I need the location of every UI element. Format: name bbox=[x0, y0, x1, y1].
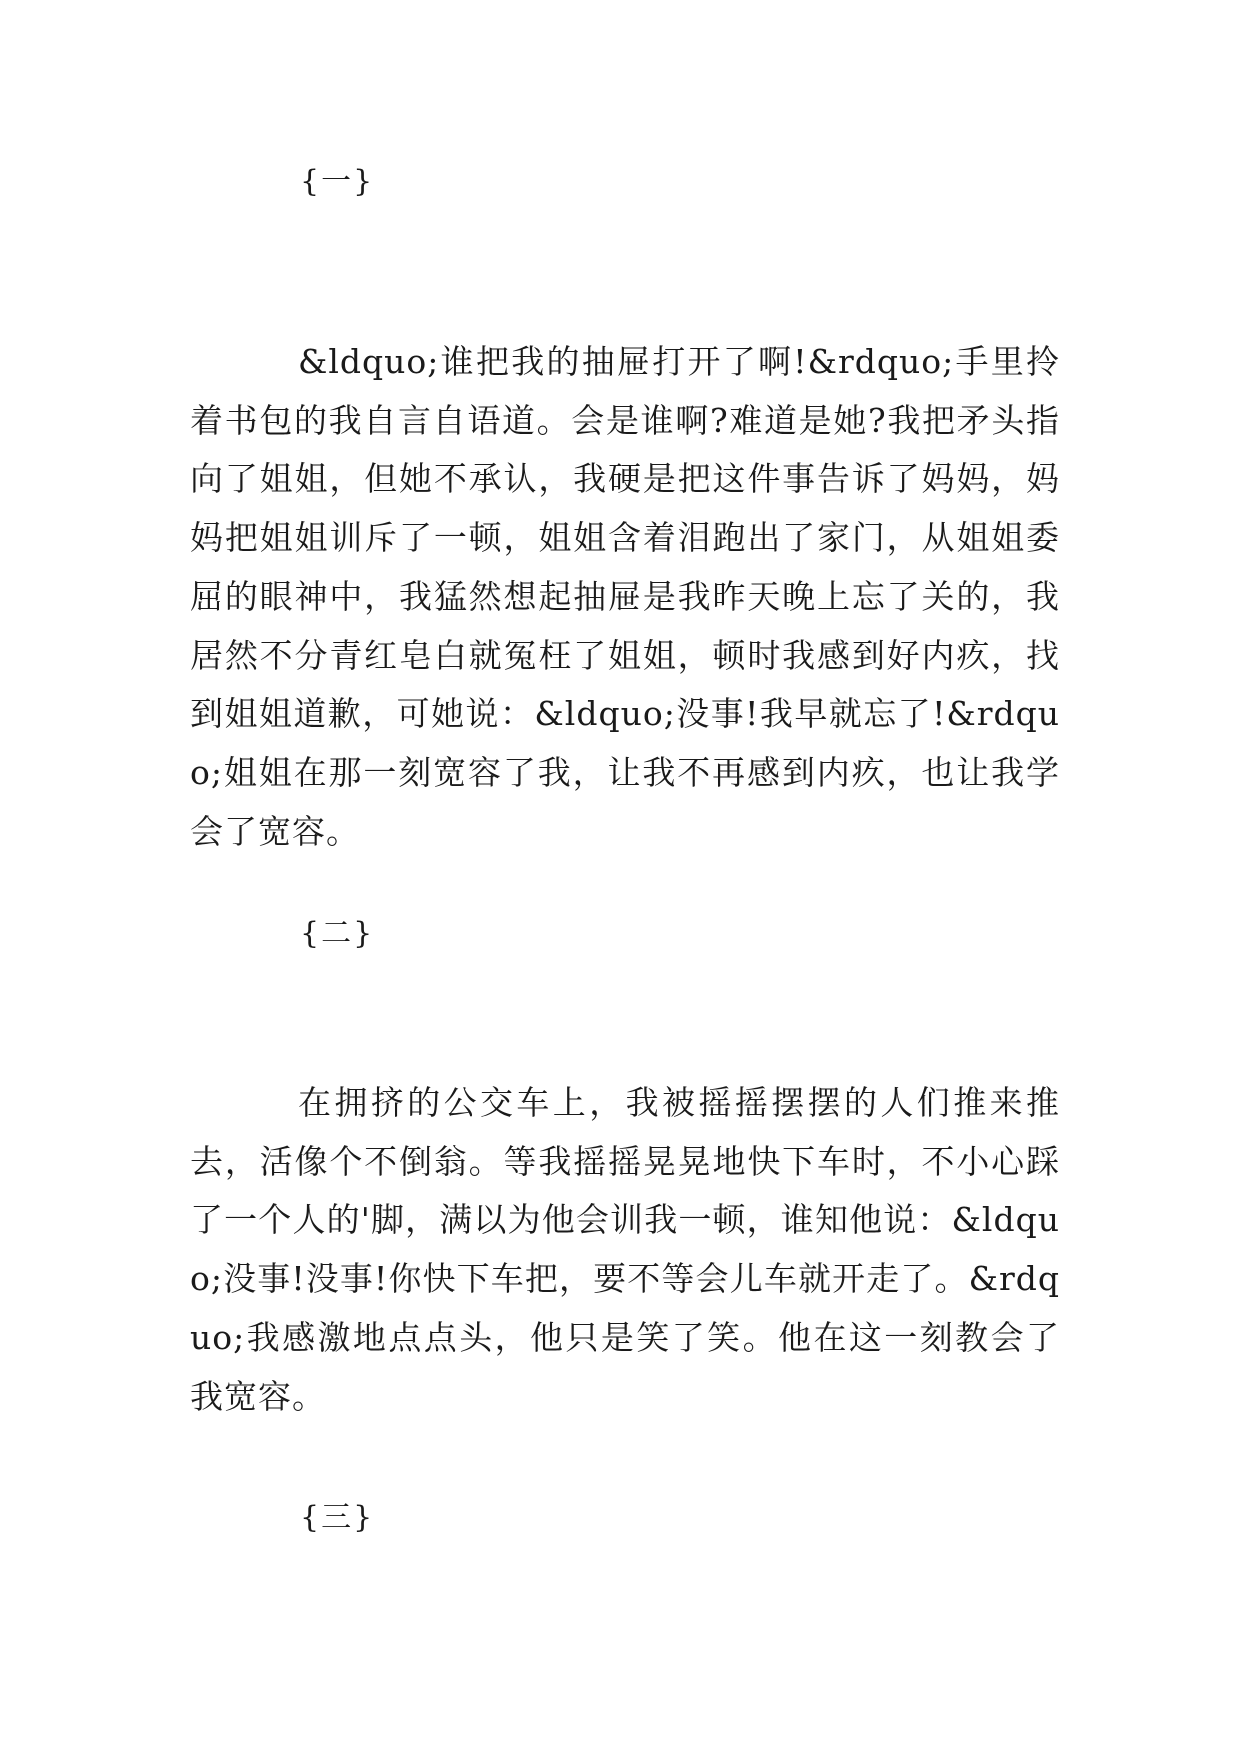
section-heading-1: {一} bbox=[300, 164, 375, 199]
section-paragraph-2: 在拥挤的公交车上，我被摇摇摆摆的人们推来推去，活像个不倒翁。等我摇摇晃晃地快下车时，不小心踩了一个人的'脚，满以为他会训我一顿，谁知他说：&ldquo;没事!没事!你快下车把，要不等会儿车就开走了。&rdquo;我感激地点点头，他只是笑了笑。他在这一刻教会了我宽容。 bbox=[190, 1083, 1060, 1416]
section-heading-3: {三} bbox=[300, 1500, 375, 1535]
section-heading-2: {二} bbox=[300, 916, 375, 951]
section-paragraph-1: &ldquo;谁把我的抽屉打开了啊!&rdquo;手里拎着书包的我自言自语道。会是谁啊?难道是她?我把矛头指向了姐姐，但她不承认，我硬是把这件事告诉了妈妈，妈妈把姐姐训斥了一顿，姐姐含着泪跑出了家门，从姐姐委屈的眼神中，我猛然想起抽屉是我昨天晚上忘了关的，我居然不分青红皂白就冤枉了姐姐，顿时我感到好内疚，找到姐姐道歉，可她说：&ldquo;没事!我早就忘了!&rdquo;姐姐在那一刻宽容了我，让我不再感到内疚，也让我学会了宽容。 bbox=[190, 342, 1060, 851]
